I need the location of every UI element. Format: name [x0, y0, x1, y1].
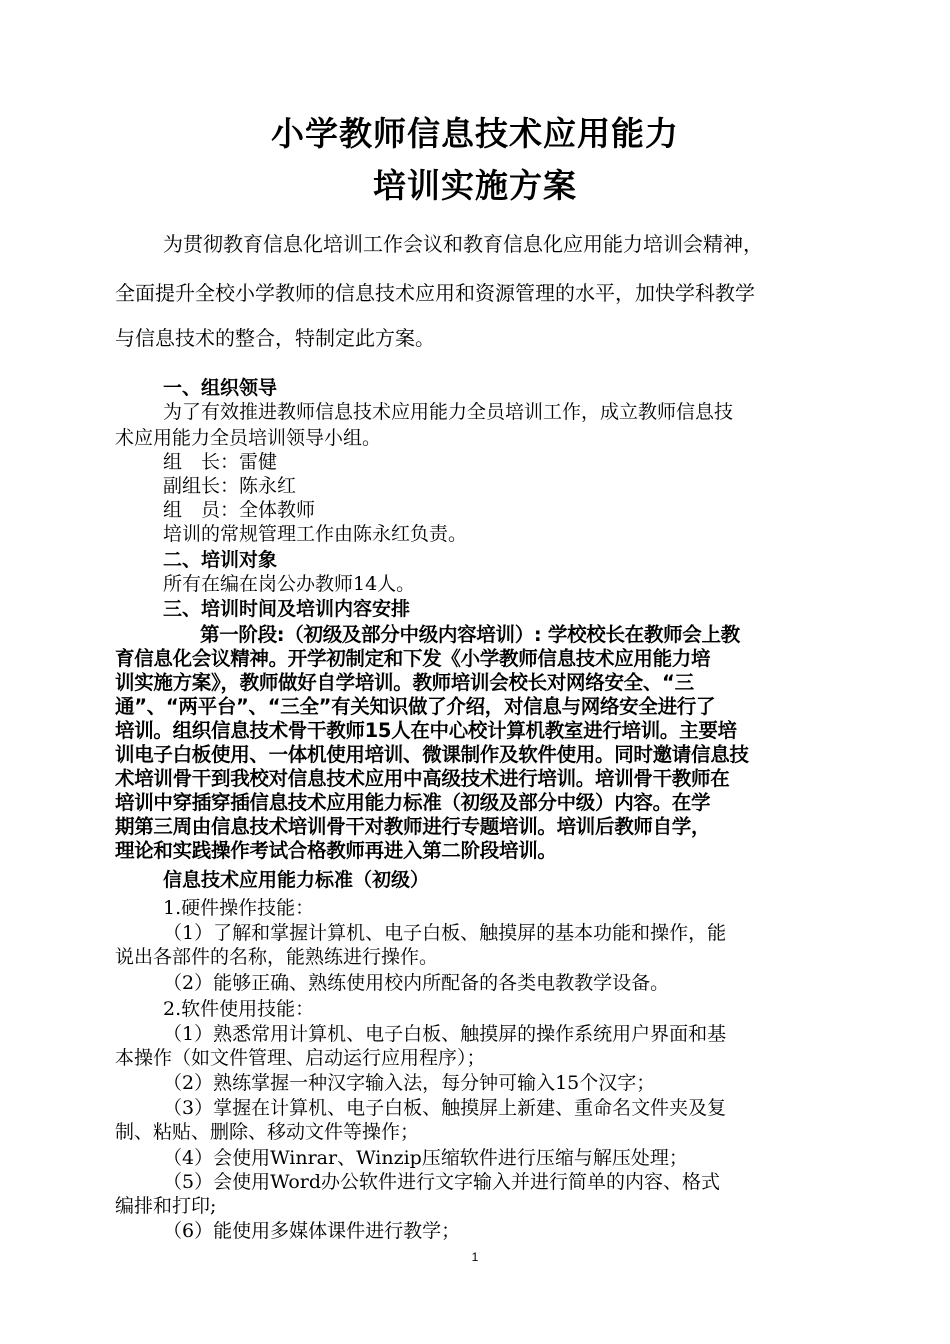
stage1-line: 训实施方案》，教师做好自学培训。教师培训会校长对网络安全、“三 [115, 671, 694, 694]
standard-heading: 信息技术应用能力标准（初级） [163, 869, 430, 891]
hardware-item-line: （2）能够正确、熟练使用校内所配备的各类电教教学设备。 [163, 972, 670, 994]
software-heading: 2.软件使用技能： [163, 998, 315, 1020]
software-item-line: 制、粘贴、删除、移动文件等操作； [115, 1121, 420, 1143]
software-item-line: 编排和打印; [115, 1195, 217, 1217]
intro-line: 与信息技术的整合，特制定此方案。 [115, 326, 435, 350]
document-title-line2: 培训实施方案 [373, 166, 577, 205]
members-line: 组 员：全体教师 [163, 499, 316, 521]
page-number: 1 [471, 1250, 479, 1264]
software-item-line: （4）会使用Winrar、Winzip压缩软件进行压缩与解压处理； [163, 1147, 688, 1169]
stage1-line: 术培训骨干到我校对信息技术应用中高级技术进行培训。培训骨干教师在 [115, 767, 730, 790]
stage1-line: 训电子白板使用、一体机使用培训、微课制作及软件使用。同时邀请信息技 [115, 743, 749, 766]
section-heading-schedule: 三、培训时间及培训内容安排 [163, 598, 411, 620]
intro-line: 全面提升全校小学教师的信息技术应用和资源管理的水平，加快学科教学 [115, 281, 755, 305]
stage1-line: 第一阶段:（初级及部分中级内容培训）: 学校校长在教师会上教 [200, 623, 740, 646]
stage1-line: 期第三周由信息技术培训骨干对教师进行专题培训。培训后教师自学， [115, 815, 711, 838]
section-heading-targets: 二、培训对象 [163, 549, 278, 571]
leader-line: 组 长：雷健 [163, 451, 278, 473]
stage1-line: 育信息化会议精神。开学初制定和下发《小学教师信息技术应用能力培 [115, 647, 711, 670]
management-line: 培训的常规管理工作由陈永红负责。 [163, 523, 468, 545]
stage1-line: 培训。组织信息技术骨干教师15人在中心校计算机教室进行培训。主要培 [115, 719, 737, 742]
stage1-line: 理论和实践操作考试合格教师再进入第二阶段培训。 [115, 839, 557, 862]
hardware-item-line: 说出各部件的名称，能熟练进行操作。 [115, 946, 439, 968]
deputy-leader-line: 副组长：陈永红 [163, 475, 297, 497]
software-item-line: （1）熟悉常用计算机、电子白板、触摸屏的操作系统用户界面和基 [163, 1023, 727, 1045]
stage1-line: 通”、“两平台”、“三全”有关知识做了介绍，对信息与网络安全进行了 [115, 695, 716, 718]
stage1-line: 培训中穿插穿插信息技术应用能力标准（初级及部分中级）内容。在学 [115, 791, 711, 814]
document-title-line1: 小学教师信息技术应用能力 [271, 114, 679, 153]
software-item-line: （3）掌握在计算机、电子白板、触摸屏上新建、重命名文件夹及复 [163, 1097, 727, 1119]
software-item-line: （5）会使用Word办公软件进行文字输入并进行简单的内容、格式 [163, 1171, 721, 1193]
hardware-item-line: （1）了解和掌握计算机、电子白板、触摸屏的基本功能和操作，能 [163, 922, 727, 944]
paragraph-line: 为了有效推进教师信息技术应用能力全员培训工作，成立教师信息技 [163, 401, 734, 423]
software-item-line: （2）熟练掌握一种汉字输入法，每分钟可输入15个汉字； [163, 1072, 656, 1094]
targets-line: 所有在编在岗公办教师14人。 [163, 573, 416, 595]
intro-line: 为贯彻教育信息化培训工作会议和教育信息化应用能力培训会精神， [163, 232, 763, 256]
hardware-heading: 1.硬件操作技能： [163, 897, 315, 919]
section-heading-organization: 一、组织领导 [163, 377, 278, 399]
software-item-line: 本操作（如文件管理、启动运行应用程序）； [115, 1047, 486, 1069]
paragraph-line: 术应用能力全员培训领导小组。 [115, 427, 382, 449]
software-item-line: （6）能使用多媒体课件进行教学； [163, 1220, 461, 1242]
